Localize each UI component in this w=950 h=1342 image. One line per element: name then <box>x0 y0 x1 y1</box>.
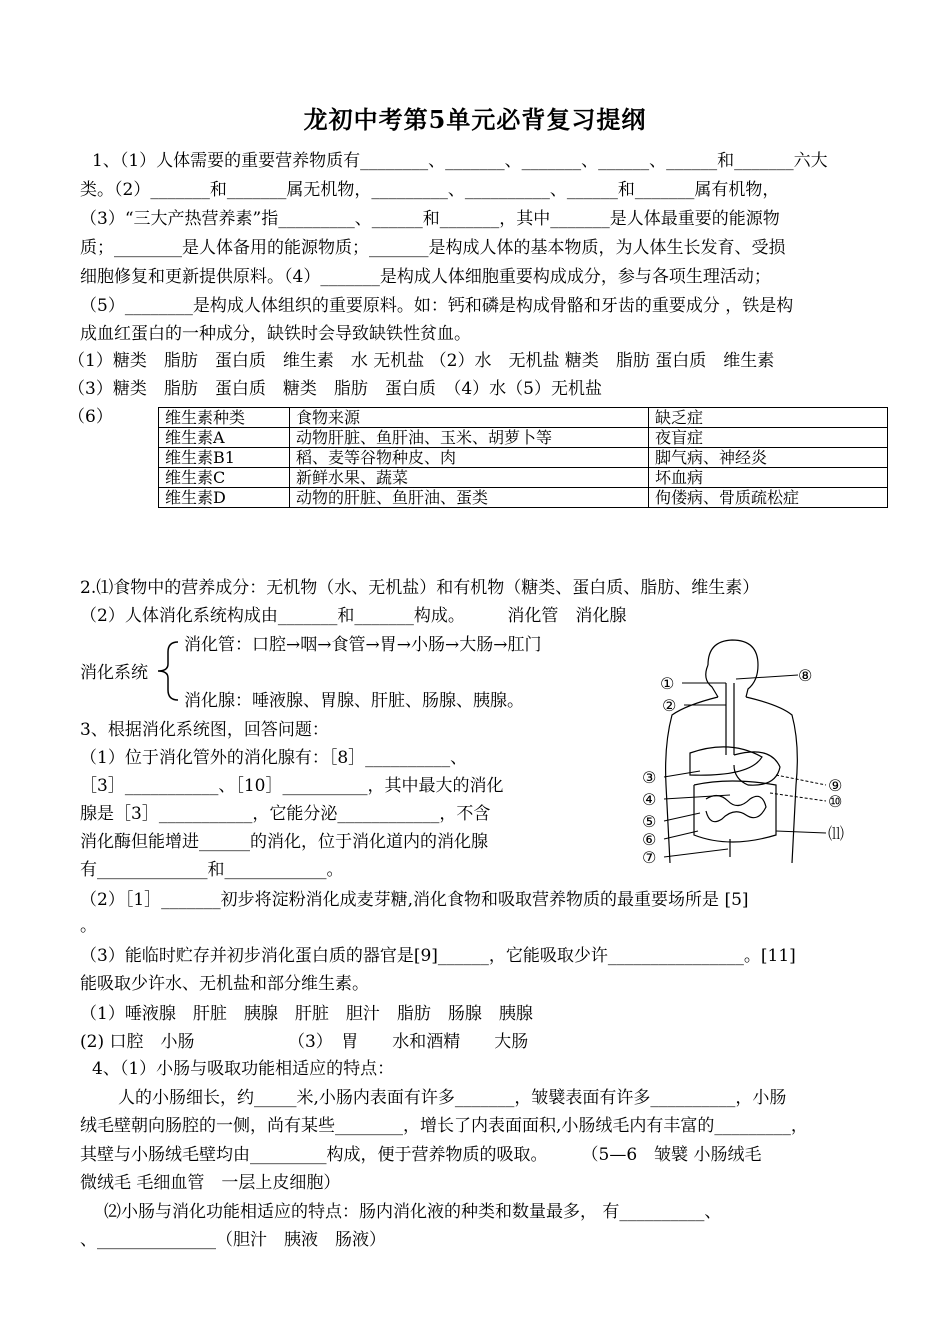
stomach <box>734 752 780 785</box>
table-header: 食物来源 <box>290 408 649 428</box>
s4-line-5: 微绒毛 毛细血管 一层上皮细胞） <box>80 1173 341 1193</box>
table-cell: 维生素D <box>159 488 290 508</box>
s3-line-4: 腺是［3］___________，它能分泌____________，不含 <box>80 804 491 824</box>
s3-line-2: （1）位于消化管外的消化腺有：［8］__________、 <box>80 748 468 768</box>
table-cell: 夜盲症 <box>649 428 888 448</box>
small-intestine <box>706 795 766 821</box>
table-cell: 坏血病 <box>649 468 888 488</box>
table-cell: 维生素B1 <box>159 448 290 468</box>
label-7: ⑦ <box>642 848 657 865</box>
s4-line-3: 绒毛壁朝向肠腔的一侧，尚有某些________，增长了内表面面积,小肠绒毛内有丰富的_________， <box>80 1116 808 1136</box>
table-row <box>159 488 888 508</box>
brace-icon <box>154 640 182 702</box>
s4-line-7: 、______________（胆汁 胰液 肠液） <box>80 1230 386 1250</box>
table-header: 缺乏症 <box>649 408 888 428</box>
s1-answer-2: （3）糖类 脂肪 蛋白质 糖类 脂肪 蛋白质 （4）水（5）无机盐 <box>68 379 602 399</box>
table-row <box>159 448 888 468</box>
s3-line-7: （2）［1］_______初步将淀粉消化成麦芽糖,消化食物和吸取营养物质的最重要场所是 [5] <box>80 890 749 910</box>
label-10: ⑩ <box>828 792 843 811</box>
table-cell: 稻、麦等谷物种皮、肉 <box>290 448 649 468</box>
table-cell: 脚气病、神经炎 <box>649 448 888 468</box>
digestive-glands-line: 消化腺：唾液腺、胃腺、肝脏、肠腺、胰腺。 <box>184 691 524 711</box>
table-cell: 动物肝脏、鱼肝油、玉米、胡萝卜等 <box>290 428 649 448</box>
s1-line-5: 细胞修复和更新提供原料。（4）_______是构成人体细胞重要构成成分，参与各项生理活动； <box>80 267 771 287</box>
s4-line-1: 4、（1）小肠与吸取功能相适应的特点： <box>92 1059 395 1079</box>
label-5: ⑤ <box>642 812 657 831</box>
page-title: 龙初中考第5单元必背复习提纲 <box>303 105 647 134</box>
digestive-tract-line: 消化管：口腔→咽→食管→胃→小肠→大肠→肛门 <box>184 635 542 655</box>
label-4: ④ <box>642 790 657 809</box>
table-row <box>159 468 888 488</box>
s3-line-6: 有_____________和____________。 <box>80 860 344 880</box>
table-cell: 佝偻病、骨质疏松症 <box>649 488 888 508</box>
s3-answer-2: (2) 口腔 小肠 （3） 胃 水和酒精 大肠 <box>80 1032 529 1052</box>
s4-line-6: ⑵小肠与消化功能相适应的特点：肠内消化液的种类和数量最多， 有__________、 <box>104 1202 722 1222</box>
s1-line-4: 质；________是人体备用的能源物质；_______是构成人体的基本物质，为人体生长发育、受损 <box>80 238 786 258</box>
s3-line-8: 。 <box>80 916 97 936</box>
s1-line-1: 1、（1）人体需要的重要营养物质有________、_______、_______、______、______和_______六大 <box>92 151 828 171</box>
s2-line-1: 2.⑴食物中的营养成分：无机物（水、无机盐）和有机物（糖类、蛋白质、脂肪、维生素） <box>80 578 760 598</box>
table-label: （6） <box>68 407 113 427</box>
s1-line-2: 类。（2）_______和_______属无机物，_________、__________、______和_______属有机物， <box>80 180 780 200</box>
s3-line-1: 3、根据消化系统图，回答问题： <box>80 720 329 740</box>
label-1: ① <box>660 674 675 693</box>
vitamin-table <box>158 407 888 508</box>
esophagus <box>726 683 734 755</box>
label-9: ⑨ <box>828 776 843 795</box>
s1-line-6: （5）________是构成人体组织的重要原料。如：钙和磷是构成骨骼和牙齿的重要成分 ，铁是构 <box>80 296 794 316</box>
s1-line-3: （3）“三大产热营养素”指_________、______和_______，其中_______是人体最重要的能源物 <box>80 209 780 229</box>
s3-line-9: （3）能临时贮存并初步消化蛋白质的器官是[9]______，它能吸取少许________________。[11] <box>80 946 796 966</box>
digestive-system-diagram <box>630 635 870 865</box>
face-outline <box>706 665 718 697</box>
table-row <box>159 428 888 448</box>
label-6: ⑥ <box>642 830 657 849</box>
s4-line-2: 人的小肠细长，约_____米,小肠内表面有许多_______，皱襞表面有许多__________，小肠 <box>118 1088 787 1108</box>
s3-line-5: 消化酶但能增进______的消化，位于消化道内的消化腺 <box>80 832 488 852</box>
table-cell: 维生素C <box>159 468 290 488</box>
s2-line-2: （2）人体消化系统构成由_______和_______构成。 消化管 消化腺 <box>80 606 627 626</box>
label-11: ⑾ <box>828 824 845 843</box>
head-outline <box>708 640 758 697</box>
digestive-system-label: 消化系统 <box>80 663 148 683</box>
table-header-row <box>159 408 888 428</box>
table-header: 维生素种类 <box>159 408 290 428</box>
s4-line-4: 其壁与小肠绒毛壁均由_________构成，便于营养物质的吸取。 （5—6 皱襞 小肠绒毛 <box>80 1145 762 1165</box>
label-8: ⑧ <box>798 666 813 685</box>
label-2: ② <box>662 696 677 715</box>
s3-line-3: ［3］___________、［10］__________，其中最大的消化 <box>80 776 504 796</box>
s3-answer-1: （1）唾液腺 肝脏 胰腺 肝脏 胆汁 脂肪 肠腺 胰腺 <box>80 1004 533 1024</box>
s1-answer-1: （1）糖类 脂肪 蛋白质 维生素 水 无机盐 （2）水 无机盐 糖类 脂肪 蛋白质 维生素 <box>68 351 775 371</box>
label-3: ③ <box>642 768 657 787</box>
table-cell: 维生素A <box>159 428 290 448</box>
s1-line-7: 成血红蛋白的一种成分，缺铁时会导致缺铁性贫血。 <box>80 324 471 344</box>
table-cell: 新鲜水果、蔬菜 <box>290 468 649 488</box>
s3-line-10: 能吸取少许水、无机盐和部分维生素。 <box>80 974 369 994</box>
table-cell: 动物的肝脏、鱼肝油、蛋类 <box>290 488 649 508</box>
